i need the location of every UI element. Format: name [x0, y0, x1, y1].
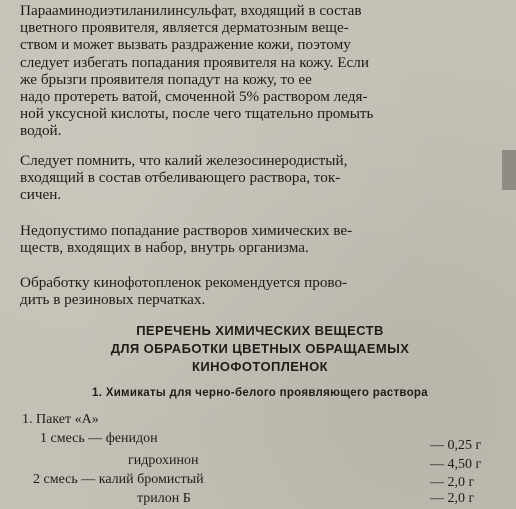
list-item-trilon: трилон Б [137, 491, 191, 506]
list-item-hydroquinone: гидрохинон [128, 453, 199, 468]
paragraph-ingestion-warning: Недопустимо попадание растворов химических ве- ществ, входящих в набор, внутрь организма. [20, 222, 353, 257]
subheading: 1. Химикаты для черно-белого проявляющего раствора [92, 387, 428, 399]
list-item-mix2-amount: — 2,0 г [430, 475, 475, 490]
paragraph-potassium-warning: Следует помнить, что калий железосинеродистый, входящий в состав отбеливающего раствора, ток- сичен. [20, 152, 348, 204]
paragraph-gloves: Обработку кинофотопленок рекомендуется прово- дить в резиновых перчатках. [20, 274, 348, 309]
page-edge-shadow [502, 150, 516, 190]
paragraph-safety-developer: Парааминодиэтиланилинсульфат, входящий в состав цветного проявителя, является дерматозным веще- ством и может вызвать раздражение кожи, поэтому следует избегать попадания проявителя на кожу. Если же брызги проявителя попадут на кожу, то ее надо протереть ватой, смоченной 5% раствором ледя- ной уксусной кислоты, после чего тщательно промыть водой. [20, 2, 374, 140]
list-item-mix1: 1 смесь — фенидон [40, 431, 158, 446]
list-item-trilon-amount: — 2,0 г [430, 491, 475, 506]
list-item-mix2: 2 смесь — калий бромистый [33, 472, 204, 487]
list-item-packet: 1. Пакет «А» [22, 412, 99, 427]
list-item-mix1-amount: — 0,25 г [430, 438, 482, 453]
section-heading: ПЕРЕЧЕНЬ ХИМИЧЕСКИХ ВЕЩЕСТВ ДЛЯ ОБРАБОТКИ ЦВЕТНЫХ ОБРАЩАЕМЫХ КИНОФОТОПЛЕНОК [110, 323, 410, 374]
list-item-hydroquinone-amount: — 4,50 г [430, 457, 482, 472]
